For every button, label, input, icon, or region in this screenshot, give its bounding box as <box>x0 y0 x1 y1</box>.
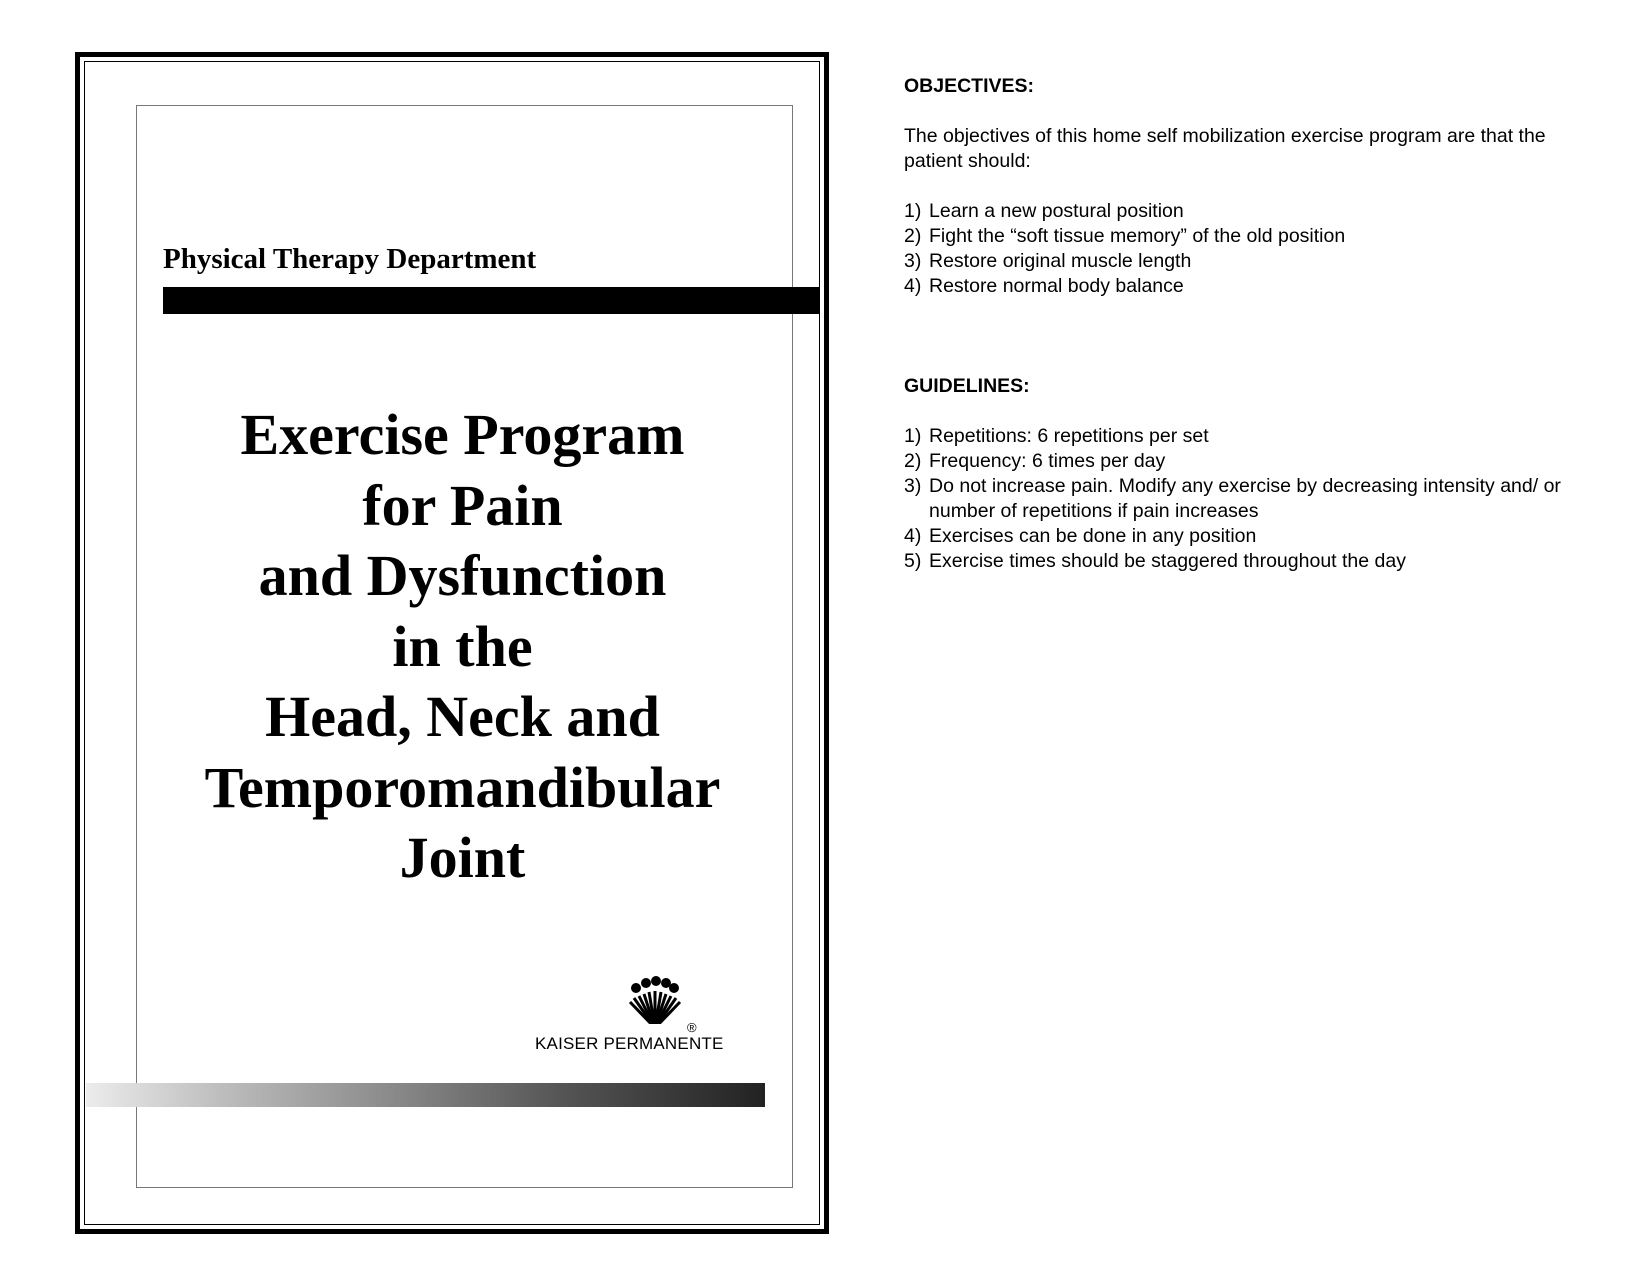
list-item-number: 5) <box>904 550 922 572</box>
list-item <box>904 274 1604 299</box>
list-item <box>904 449 1604 474</box>
list-item-number: 1) <box>904 425 922 447</box>
instructions-column <box>904 74 1604 574</box>
list-item-number: 2) <box>904 450 922 472</box>
list-item-number: 3) <box>904 475 922 497</box>
list-item-number: 1) <box>904 200 922 222</box>
title-line: Joint <box>399 825 526 890</box>
objectives-heading: OBJECTIVES: <box>904 75 1035 97</box>
department-rule <box>163 287 819 314</box>
logo-wordmark: KAISER PERMANENTE <box>535 1034 724 1053</box>
list-item <box>904 524 1604 549</box>
guidelines-list <box>904 424 1604 574</box>
list-item-text: Fight the “soft tissue memory” of the old position <box>929 225 1346 247</box>
list-item-number: 4) <box>904 275 922 297</box>
title-line: Exercise Program <box>240 402 685 467</box>
list-item-number: 4) <box>904 525 922 547</box>
title-line: Temporomandibular <box>204 754 721 820</box>
list-item-number: 2) <box>904 225 922 247</box>
list-item <box>904 474 1604 524</box>
title-line: in the <box>392 613 533 679</box>
list-item-text: Restore original muscle length <box>929 250 1192 272</box>
list-item-text: Exercise times should be staggered throughout the day <box>929 550 1406 572</box>
list-item-text: Do not increase pain. Modify any exercise by decreasing intensity and/ or number of repetitions if pain increases <box>929 475 1561 522</box>
department-label: Physical Therapy Department <box>163 243 537 275</box>
registered-mark: ® <box>687 1020 697 1035</box>
list-item <box>904 549 1604 574</box>
list-item-text: Exercises can be done in any position <box>929 525 1257 547</box>
gradient-bar <box>86 1083 765 1107</box>
kaiser-permanente-logo <box>535 976 765 1056</box>
list-item <box>904 249 1604 274</box>
objectives-intro: The objectives of this home self mobilization exercise program are that the patient should: <box>904 125 1546 172</box>
list-item <box>904 224 1604 249</box>
objectives-list <box>904 199 1604 299</box>
title-line: Head, Neck and <box>265 684 660 749</box>
list-item-text: Frequency: 6 times per day <box>929 450 1166 472</box>
list-item-number: 3) <box>904 250 922 272</box>
list-item-text: Restore normal body balance <box>929 275 1184 297</box>
list-item-text: Learn a new postural position <box>929 200 1184 222</box>
cover-title <box>150 400 775 894</box>
list-item <box>904 199 1604 224</box>
guidelines-heading: GUIDELINES: <box>904 375 1030 397</box>
title-line: and Dysfunction <box>258 543 667 608</box>
list-item <box>904 424 1604 449</box>
list-item-text: Repetitions: 6 repetitions per set <box>929 425 1209 447</box>
kaiser-permanente-sunburst-icon <box>624 976 684 1032</box>
title-line: for Pain <box>362 472 563 538</box>
